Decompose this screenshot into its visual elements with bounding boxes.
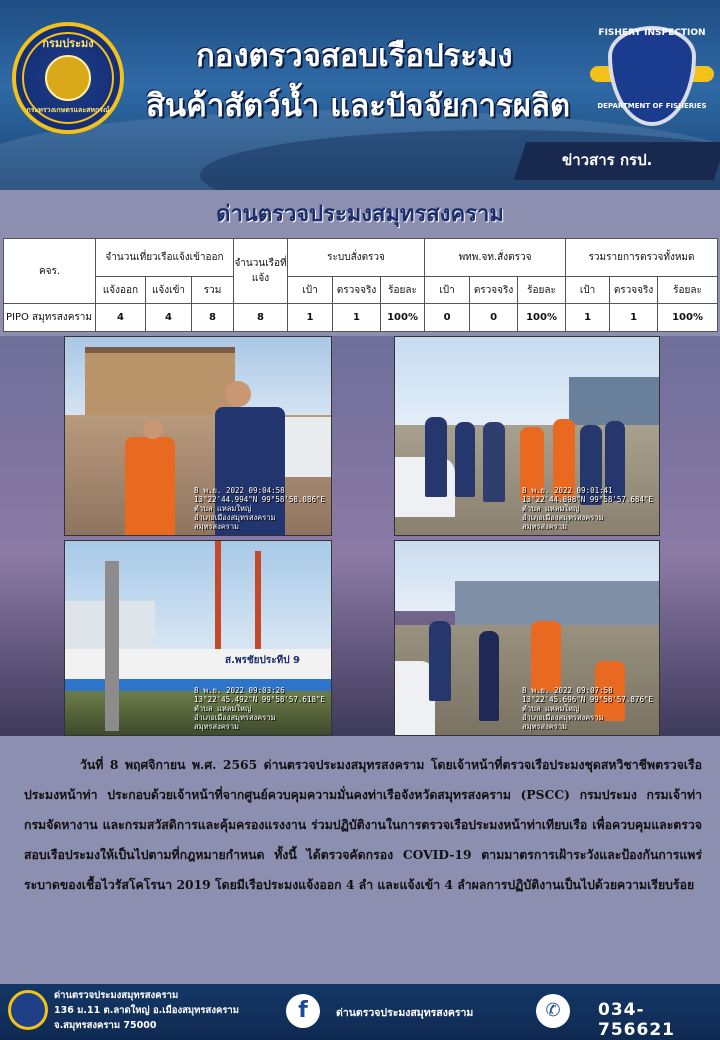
cell-target: 1 xyxy=(288,304,333,332)
mast xyxy=(255,551,261,661)
photo-caption: 8 พ.ย. 2022 09:03:26 13°22'45.492"N 99°58'57.618"E ตำบล แหลมใหญ่ อำเภอเมืองสมุทรสงคราม สมุทรสงคราม xyxy=(194,686,325,731)
boat-name: ส.พรชัยประทีป 9 xyxy=(225,655,300,666)
subheader-percent: ร้อยละ xyxy=(658,277,718,304)
cell-actual: 1 xyxy=(610,304,658,332)
cell-out: 4 xyxy=(96,304,146,332)
photo-inspection-crew xyxy=(394,540,660,736)
house xyxy=(85,347,235,417)
subheader-percent: ร้อยละ xyxy=(518,277,566,304)
cell-target: 0 xyxy=(425,304,470,332)
department-of-fisheries-logo xyxy=(12,22,124,134)
logo-top-text: กรมประมง xyxy=(42,37,94,50)
photo-inspection-interview xyxy=(64,336,332,536)
cell-percent: 100% xyxy=(518,304,566,332)
footer-logo-icon xyxy=(8,990,48,1030)
subheader-percent: ร้อยละ xyxy=(381,277,425,304)
footer-address xyxy=(54,988,239,1033)
photo-team-group xyxy=(394,336,660,536)
subheader-sum: รวม xyxy=(192,277,234,304)
header-trips: จำนวนเที่ยวเรือแจ้งเข้าออก xyxy=(96,239,234,277)
photo-caption: 8 พ.ย. 2022 09:04:58 13°22'44.994"N 99°58'58.086"E ตำบล แหลมใหญ่ อำเภอเมืองสมุทรสงคราม สมุทรสงคราม xyxy=(194,486,325,531)
subheader-in: แจ้งเข้า xyxy=(146,277,192,304)
table-row xyxy=(4,304,718,332)
cell-office-name: PIPO สมุทรสงคราม xyxy=(4,304,96,332)
footer-address-line2: 136 ม.11 ต.ลาดใหญ่ อ.เมืองสมุทรสงคราม xyxy=(54,1005,240,1016)
footer xyxy=(0,984,720,1040)
header-title-line2: สินค้าสัตว์น้ำ และปัจจัยการผลิต xyxy=(146,88,571,124)
subheader-target: เป้า xyxy=(288,277,333,304)
logo-bottom-text: กระทรวงเกษตรและสหกรณ์ xyxy=(26,106,110,114)
footer-address-line3: จ.สมุทรสงคราม 75000 xyxy=(54,1020,157,1031)
news-body-text: วันที่ 8 พฤศจิกายน พ.ศ. 2565 ด่านตรวจประมงสมุทรสงคราม โดยเจ้าหน้าที่ตรวจเรือประมงชุดสหวิชาชีพตรวจเรือประมงหน้าท่า ประกอบด้วยเจ้าหน้าที่จากศูนย์ควบคุมความมั่นคงท่าเรือจังหวัดสมุทรสงคราม (PSCC) กรมประมง กรมเจ้าท่า กรมจัดหางาน และกรมสวัสดิการและคุ้มครองแรงงาน ร่วมปฏิบัติงานในการตรวจเรือประมงหน้าท่าเทียบเรือ เพื่อควบคุมและตรวจสอบเรือประมงให้เป็นไปตามที่กฎหมายกำหนด ทั้งนี้ ได้ตรวจคัดกรอง COVID-19 ตามมาตรการเฝ้าระวังและป้องกันการแพร่ระบาดของเชื้อไวรัสโคโรนา 2019 โดยมีเรือประมงแจ้งออก 4 ลำ และแจ้งเข้า 4 ลำผลการปฏิบัติงานเป็นไปด้วยความเรียบร้อย xyxy=(24,757,702,892)
subheader-target: เป้า xyxy=(425,277,470,304)
header-system: ระบบสั่งตรวจ xyxy=(288,239,425,277)
badge-bottom-text: DEPARTMENT OF FISHERIES xyxy=(597,102,707,110)
subheader-target: เป้า xyxy=(566,277,610,304)
header-total: รวมรายการตรวจทั้งหมด xyxy=(566,239,718,277)
cell-actual: 1 xyxy=(333,304,381,332)
photo-caption: 8 พ.ย. 2022 09:01:41 13°22'44.898"N 99°58'57.684"E ตำบล แหลมใหญ่ อำเภอเมืองสมุทรสงคราม สมุทรสงคราม xyxy=(522,486,653,531)
fishery-inspection-badge xyxy=(590,20,714,130)
photo-caption: 8 พ.ย. 2022 09:07:58 13°22'45.696"N 99°58'57.876"E ตำบล แหลมใหญ่ อำเภอเมืองสมุทรสงคราม สมุทรสงคราม xyxy=(522,686,653,731)
cell-percent: 100% xyxy=(658,304,718,332)
header-title-line1: กองตรวจสอบเรือประมง xyxy=(196,38,513,74)
cell-actual: 0 xyxy=(470,304,518,332)
subheader-actual: ตรวจจริง xyxy=(610,277,658,304)
cell-target: 1 xyxy=(566,304,610,332)
mast xyxy=(215,541,221,661)
subheader-out: แจ้งออก xyxy=(96,277,146,304)
footer-address-line1: ด่านตรวจประมงสมุทรสงคราม xyxy=(54,990,179,1001)
phone-number[interactable]: 034-756621 xyxy=(598,1000,675,1040)
photo-fishing-boat xyxy=(64,540,332,736)
header-banner xyxy=(0,0,720,190)
cell-boats: 8 xyxy=(234,304,288,332)
cell-sum: 8 xyxy=(192,304,234,332)
shield-icon xyxy=(608,26,696,126)
header-pmnc: พทพ.จท.สั่งตรวจ xyxy=(425,239,566,277)
subheader-actual: ตรวจจริง xyxy=(333,277,381,304)
fisherman xyxy=(125,437,175,536)
header-boats: จำนวนเรือที่แจ้ง xyxy=(234,239,288,304)
facebook-icon[interactable]: f xyxy=(286,994,320,1028)
cell-percent: 100% xyxy=(381,304,425,332)
subheader-actual: ตรวจจริง xyxy=(470,277,518,304)
cell-in: 4 xyxy=(146,304,192,332)
page-subtitle: ด่านตรวจประมงสมุทรสงคราม xyxy=(216,202,504,227)
phone-icon: ✆ xyxy=(536,994,570,1028)
facebook-page-name[interactable]: ด่านตรวจประมงสมุทรสงคราม xyxy=(336,1007,474,1019)
pole xyxy=(105,561,119,731)
badge-top-text: FISHERY INSPECTION xyxy=(598,28,706,38)
header-office: คจร. xyxy=(4,239,96,304)
news-label: ข่าวสาร กรป. xyxy=(562,151,653,169)
inspection-stats-table xyxy=(3,238,718,332)
